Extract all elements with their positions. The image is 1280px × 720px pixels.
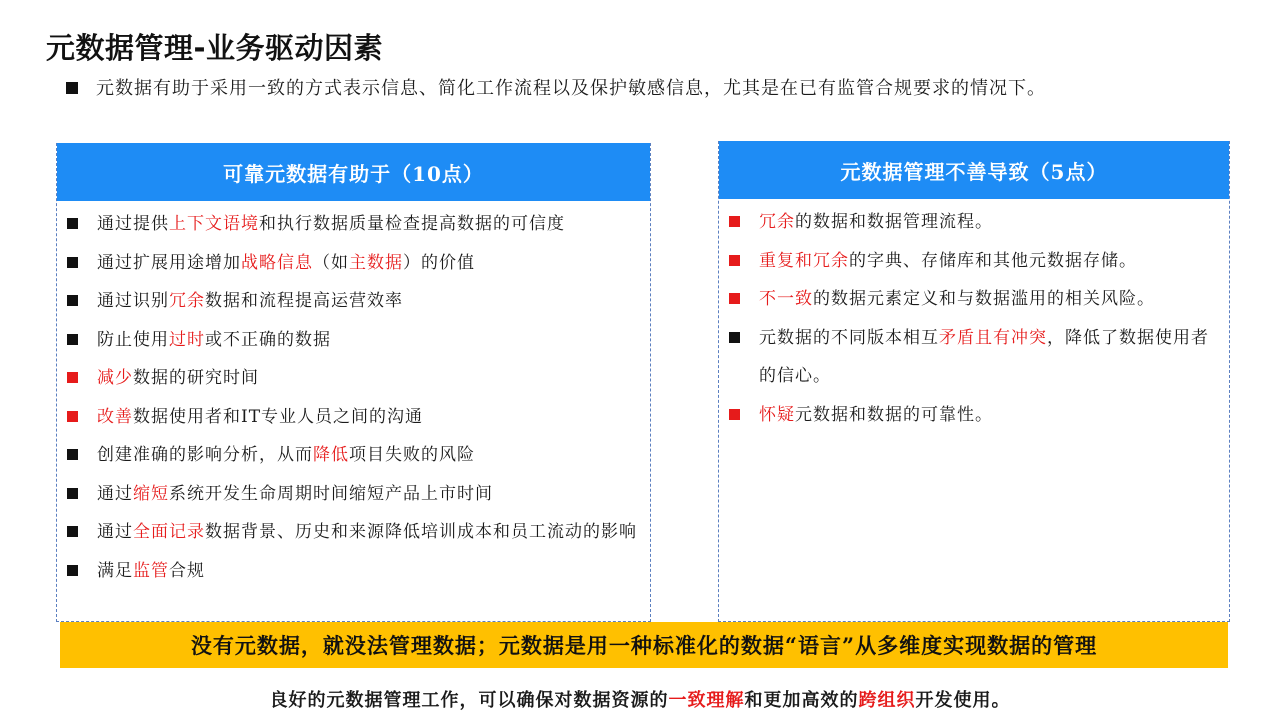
text-segment: 通过识别: [97, 291, 169, 311]
square-bullet-icon: [66, 82, 78, 94]
text-segment: 项目失败的风险: [349, 445, 475, 465]
highlighted-text: 矛盾且有冲突: [939, 327, 1047, 348]
square-bullet-icon: [729, 255, 740, 266]
list-item: [67, 321, 646, 360]
highlighted-text: 重复和冗余: [759, 250, 849, 271]
text-segment: 数据背景、历史和来源降低培训成本和员工流动的影响: [205, 522, 637, 542]
list-item: [67, 205, 646, 244]
risks-panel-header: 元数据管理不善导致（5点）: [719, 141, 1229, 199]
text-segment: 数据和流程提高运营效率: [205, 291, 403, 311]
square-bullet-icon: [67, 488, 78, 499]
list-item: [67, 398, 646, 437]
list-item: [729, 396, 1225, 435]
list-item: [67, 359, 646, 398]
square-bullet-icon: [67, 449, 78, 460]
text-segment: 和更加高效的: [744, 690, 859, 711]
highlight-banner: 没有元数据，就没法管理数据；元数据是用一种标准化的数据“语言”从多维度实现数据的管理: [60, 622, 1228, 668]
square-bullet-icon: [729, 216, 740, 227]
highlighted-text: 主数据: [349, 252, 403, 273]
highlighted-text: 跨组织: [858, 690, 916, 711]
text-segment: 合规: [169, 560, 205, 581]
list-item: [67, 475, 646, 514]
highlighted-text: 怀疑: [759, 404, 795, 425]
benefits-panel-header: 可靠元数据有助于（10点）: [57, 143, 650, 201]
footer-note: [0, 686, 1280, 712]
highlighted-text: 上下文语境: [169, 214, 259, 234]
text-segment: 满足: [97, 560, 133, 581]
square-bullet-icon: [67, 372, 78, 383]
text-segment: 良好的元数据管理工作，可以确保对数据资源的: [269, 690, 669, 711]
square-bullet-icon: [67, 257, 78, 268]
highlighted-text: 降低: [313, 445, 349, 465]
highlighted-text: 战略信息: [241, 252, 313, 273]
text-segment: ）的价值: [403, 252, 475, 273]
text-segment: 创建准确的影响分析，从而: [97, 445, 313, 465]
text-segment: 数据使用者和IT专业人员之间的沟通: [133, 406, 424, 427]
text-segment: （如: [313, 252, 349, 273]
list-item: [67, 436, 646, 475]
highlighted-text: 一致理解: [668, 690, 745, 711]
text-segment: ，降低了数据使用者的信心。: [759, 327, 1209, 386]
text-segment: 开发使用。: [915, 690, 1011, 711]
text-segment: 数据的研究时间: [133, 368, 259, 388]
square-bullet-icon: [729, 293, 740, 304]
highlighted-text: 改善: [97, 406, 133, 427]
list-item: [67, 513, 646, 552]
list-item: [67, 244, 646, 283]
list-item: [729, 319, 1225, 396]
square-bullet-icon: [67, 334, 78, 345]
risks-panel: [718, 141, 1230, 622]
highlighted-text: 监管: [133, 560, 169, 581]
square-bullet-icon: [729, 409, 740, 420]
intro-text: 元数据有助于采用一致的方式表示信息、简化工作流程以及保护敏感信息，尤其是在已有监管合规要求的情况下。: [96, 78, 1046, 99]
text-segment: 或不正确的数据: [205, 329, 331, 350]
text-segment: 系统开发生命周期时间缩短产品上市时间: [169, 483, 493, 504]
text-segment: 通过: [97, 483, 133, 504]
text-segment: 元数据的不同版本相互: [759, 327, 939, 348]
text-segment: 的数据元素定义和与数据滥用的相关风险。: [813, 289, 1155, 309]
text-segment: 通过扩展用途增加: [97, 252, 241, 273]
slide-title: 元数据管理-业务驱动因素: [46, 31, 384, 65]
highlighted-text: 缩短: [133, 483, 169, 504]
benefits-panel: [56, 143, 651, 622]
text-segment: 元数据和数据的可靠性。: [795, 404, 993, 425]
text-segment: 防止使用: [97, 329, 169, 350]
square-bullet-icon: [67, 218, 78, 229]
square-bullet-icon: [67, 565, 78, 576]
highlighted-text: 过时: [169, 329, 205, 350]
square-bullet-icon: [67, 295, 78, 306]
text-segment: 通过提供: [97, 214, 169, 234]
intro-bullet: [66, 74, 1186, 103]
square-bullet-icon: [67, 411, 78, 422]
list-item: [67, 552, 646, 591]
risks-list: [729, 203, 1225, 434]
list-item: [67, 282, 646, 321]
text-segment: 的数据和数据管理流程。: [795, 212, 993, 232]
square-bullet-icon: [67, 526, 78, 537]
highlighted-text: 冗余: [169, 291, 205, 311]
text-segment: 通过: [97, 522, 133, 542]
square-bullet-icon: [729, 332, 740, 343]
highlighted-text: 冗余: [759, 212, 795, 232]
text-segment: 的字典、存储库和其他元数据存储。: [849, 250, 1137, 271]
text-segment: 和执行数据质量检查提高数据的可信度: [259, 214, 565, 234]
list-item: [729, 203, 1225, 242]
list-item: [729, 242, 1225, 281]
highlighted-text: 全面记录: [133, 522, 205, 542]
list-item: [729, 280, 1225, 319]
benefits-list: [67, 205, 646, 590]
highlighted-text: 不一致: [759, 289, 813, 309]
highlighted-text: 减少: [97, 368, 133, 388]
